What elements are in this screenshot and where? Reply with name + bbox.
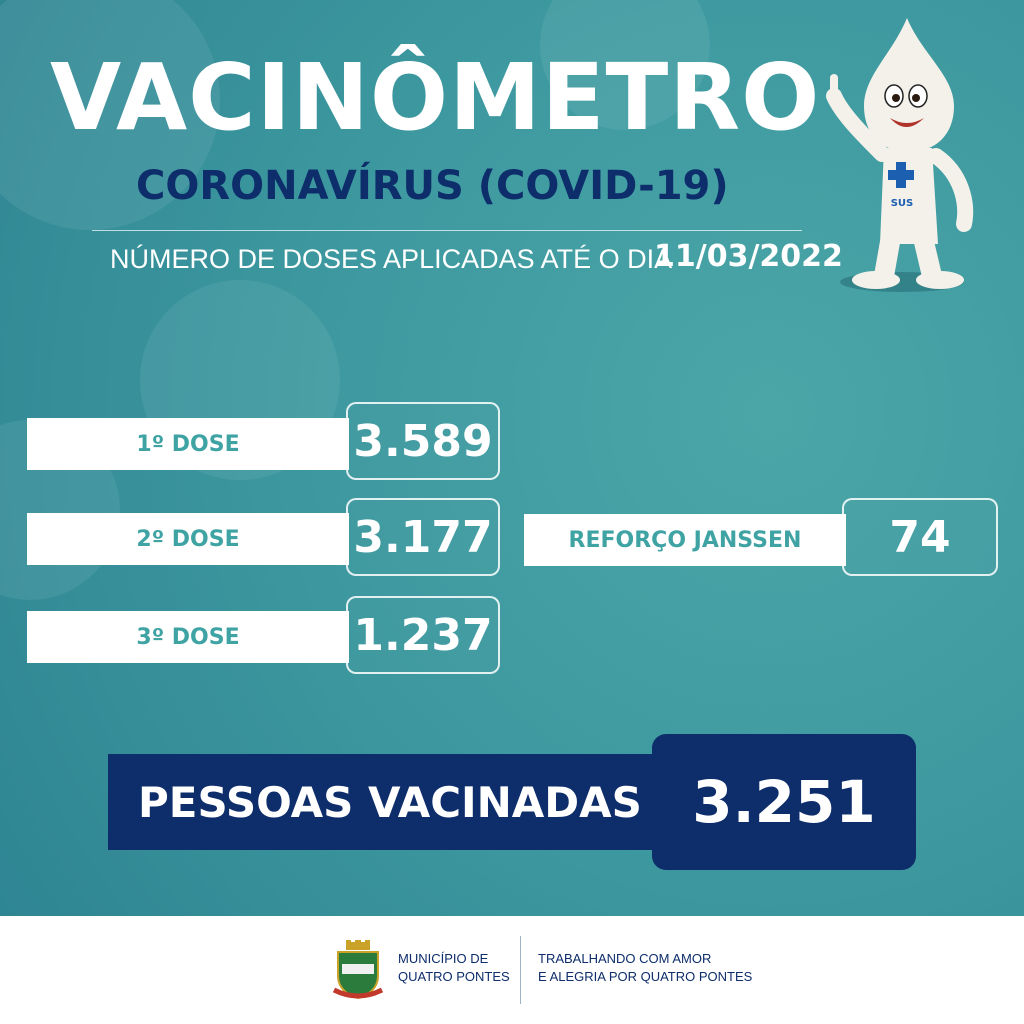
slogan-line2: E ALEGRIA POR QUATRO PONTES bbox=[538, 969, 753, 984]
dose1-label: 1º DOSE bbox=[27, 418, 349, 470]
municipal-crest-icon bbox=[330, 940, 386, 1002]
booster-label: REFORÇO JANSSEN bbox=[524, 514, 846, 566]
footer-divider bbox=[520, 936, 521, 1004]
page-title: VACINÔMETRO bbox=[50, 44, 821, 151]
report-date: 11/03/2022 bbox=[654, 239, 843, 274]
doses-caption: NÚMERO DE DOSES APLICADAS ATÉ O DIA bbox=[110, 244, 673, 274]
municipality-line2: QUATRO PONTES bbox=[398, 969, 510, 984]
dose1-value: 3.589 bbox=[346, 402, 500, 480]
municipality-line1: MUNICÍPIO DE bbox=[398, 951, 489, 966]
slogan-line1: TRABALHANDO COM AMOR bbox=[538, 951, 712, 966]
footer bbox=[0, 916, 1024, 1024]
page-subtitle: CORONAVÍRUS (COVID-19) bbox=[136, 163, 729, 209]
header-divider bbox=[92, 230, 802, 231]
sus-badge: SUS bbox=[890, 198, 914, 209]
total-label: PESSOAS VACINADAS bbox=[108, 754, 668, 850]
dose2-value: 3.177 bbox=[346, 498, 500, 576]
dose3-value: 1.237 bbox=[346, 596, 500, 674]
municipality-name bbox=[398, 950, 510, 986]
dose3-label: 3º DOSE bbox=[27, 611, 349, 663]
slogan bbox=[538, 950, 752, 986]
total-value: 3.251 bbox=[652, 734, 916, 870]
mascot-ze-gotinha bbox=[812, 14, 982, 294]
dose2-label: 2º DOSE bbox=[27, 513, 349, 565]
booster-value: 74 bbox=[842, 498, 998, 576]
